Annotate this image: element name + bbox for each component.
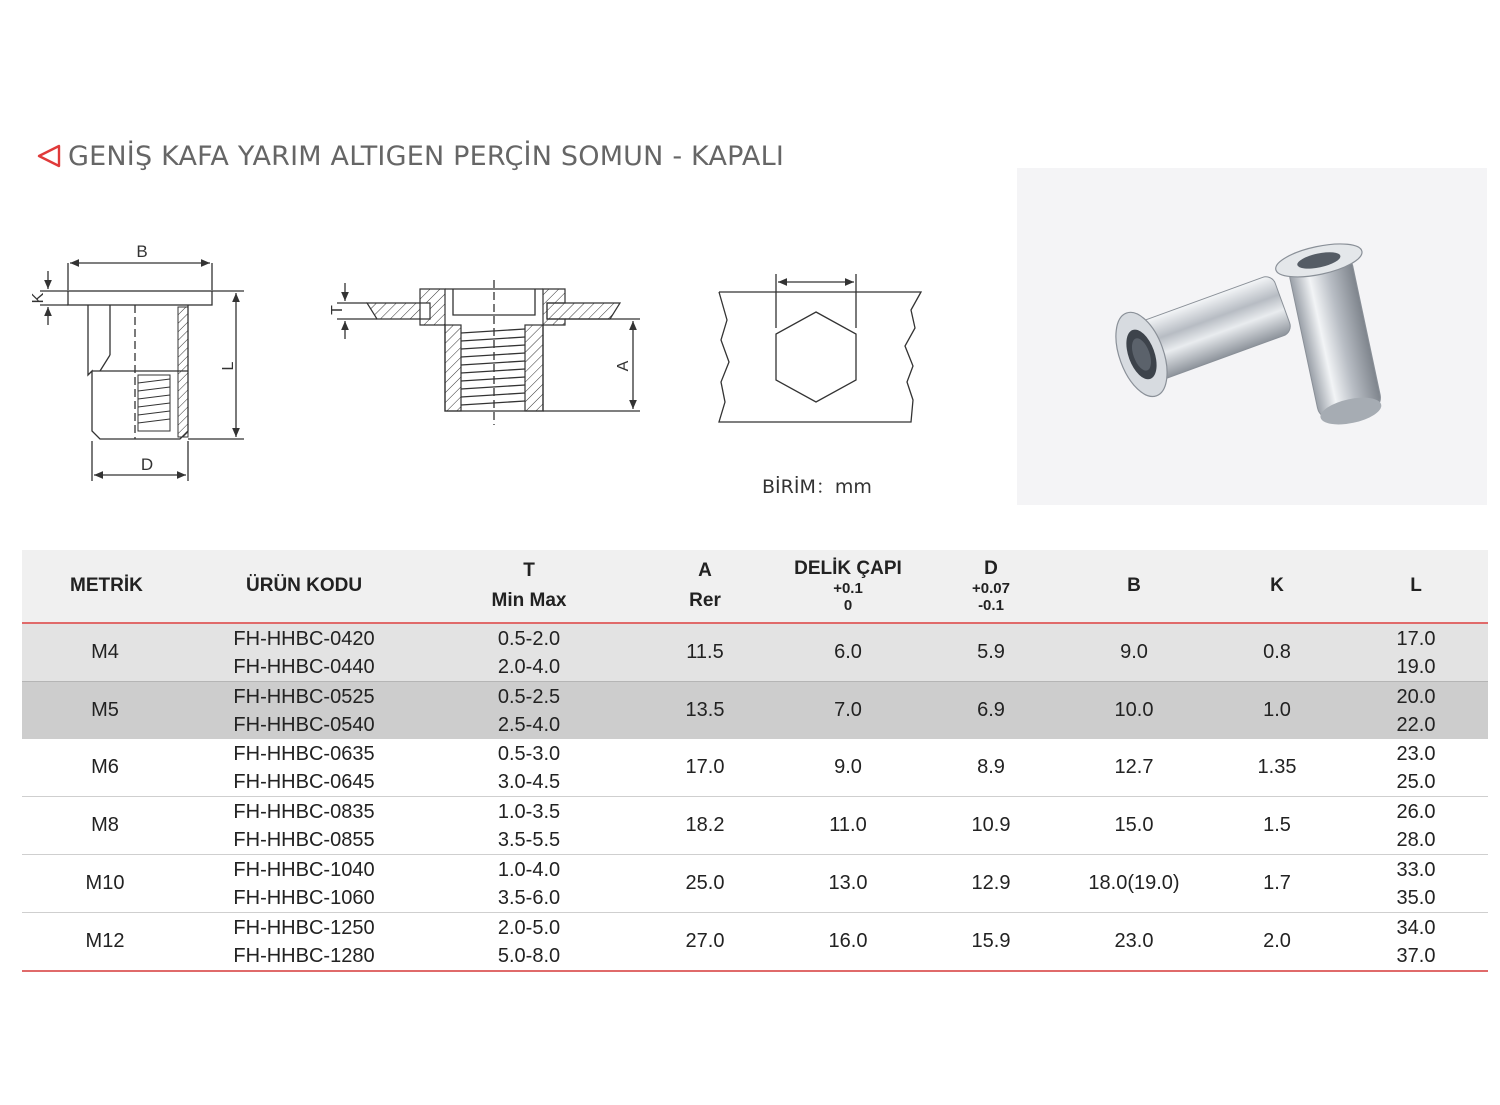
dim-label-d: D <box>140 455 154 474</box>
cell-b-value: 23.0 <box>1114 930 1154 952</box>
rivet-nut-image <box>1017 168 1487 505</box>
unit-label: BİRİM：mm <box>762 476 872 498</box>
cell-metric <box>22 682 188 740</box>
cell-t-value: 2.0-5.0 <box>497 916 561 939</box>
cell-l-value: 22.0 <box>1396 713 1436 736</box>
cell-b-value: 15.0 <box>1114 814 1154 836</box>
cell-b <box>1058 739 1210 797</box>
cell-metric <box>22 855 188 913</box>
col-hole <box>772 550 924 623</box>
cell-t-value: 0.5-2.0 <box>497 627 561 650</box>
col-code: ÜRÜN KODU <box>188 550 420 623</box>
col-d-tol-minus: -0.1 <box>978 597 1004 614</box>
cell-k-value: 2.0 <box>1263 930 1291 952</box>
cell-code <box>188 855 420 913</box>
cell-metric-value: M10 <box>85 872 125 894</box>
cell-hole-value: 16.0 <box>828 930 868 952</box>
cell-code-value: FH-HHBC-0835 <box>233 800 375 823</box>
cell-l <box>1344 739 1488 797</box>
cell-k <box>1210 855 1344 913</box>
cell-l <box>1344 682 1488 740</box>
cell-d <box>924 739 1058 797</box>
cell-l-value: 17.0 <box>1396 627 1436 650</box>
cell-k-value: 1.7 <box>1263 872 1291 894</box>
cell-b <box>1058 797 1210 855</box>
cell-a-value: 27.0 <box>685 930 725 952</box>
cell-a <box>638 682 772 740</box>
cell-l <box>1344 913 1488 972</box>
cell-l <box>1344 797 1488 855</box>
cell-k <box>1210 913 1344 972</box>
cell-code-value: FH-HHBC-0540 <box>233 713 375 736</box>
cell-code-value: FH-HHBC-0645 <box>233 770 375 793</box>
cell-a <box>638 913 772 972</box>
dim-label-a: A <box>615 360 632 372</box>
cell-l-value: 35.0 <box>1396 886 1436 909</box>
cell-metric-value: M4 <box>91 641 119 663</box>
cell-k-value: 1.0 <box>1263 699 1291 721</box>
cell-t-value: 2.5-4.0 <box>497 713 561 736</box>
cell-a <box>638 623 772 682</box>
col-t <box>420 550 638 623</box>
cell-metric-value: M5 <box>91 699 119 721</box>
cell-a <box>638 797 772 855</box>
cell-metric-value: M12 <box>85 930 125 952</box>
cell-t-value: 5.0-8.0 <box>497 944 561 967</box>
cell-b-value: 12.7 <box>1114 756 1154 778</box>
cell-code-value: FH-HHBC-1040 <box>233 858 375 881</box>
cell-hole-value: 13.0 <box>828 872 868 894</box>
cell-l-value: 33.0 <box>1396 858 1436 881</box>
cell-b-value: 10.0 <box>1114 699 1154 721</box>
cell-a <box>638 855 772 913</box>
cell-hole-value: 7.0 <box>834 699 862 721</box>
cell-a-value: 11.5 <box>686 641 724 663</box>
cell-hole <box>772 682 924 740</box>
col-a-sub: Rer <box>689 590 721 611</box>
cell-a <box>638 739 772 797</box>
cell-d-value: 15.9 <box>971 930 1011 952</box>
cell-k-value: 1.5 <box>1263 814 1291 836</box>
cell-hole <box>772 913 924 972</box>
cell-hole <box>772 797 924 855</box>
cell-d-value: 6.9 <box>977 699 1005 721</box>
cell-code <box>188 739 420 797</box>
cell-k <box>1210 739 1344 797</box>
cell-hole <box>772 739 924 797</box>
cell-metric-value: M8 <box>91 814 119 836</box>
cell-k-value: 0.8 <box>1263 641 1291 663</box>
title-text: GENİŞ KAFA YARIM ALTIGEN PERÇİN SOMUN - KAPALI <box>68 140 784 172</box>
cell-code-value: FH-HHBC-1060 <box>233 886 375 909</box>
hex-hole-drawing <box>715 270 925 430</box>
cell-t-value: 1.0-3.5 <box>497 800 561 823</box>
cell-l <box>1344 855 1488 913</box>
cell-b <box>1058 855 1210 913</box>
cell-code-value: FH-HHBC-0855 <box>233 828 375 851</box>
cell-l-value: 20.0 <box>1396 685 1436 708</box>
col-d <box>924 550 1058 623</box>
cell-t <box>420 913 638 972</box>
dim-label-k: K <box>30 292 47 304</box>
col-l: L <box>1344 550 1488 623</box>
col-a <box>638 550 772 623</box>
cell-k <box>1210 623 1344 682</box>
triangle-left-icon <box>36 143 62 169</box>
cell-t-value: 2.0-4.0 <box>497 655 561 678</box>
cell-t <box>420 797 638 855</box>
spec-table <box>22 550 1488 972</box>
cell-hole-value: 9.0 <box>834 756 862 778</box>
cell-a-value: 17.0 <box>685 756 725 778</box>
col-hole-tol-minus: 0 <box>843 597 853 614</box>
cell-d <box>924 855 1058 913</box>
cell-a-value: 13.5 <box>685 699 725 721</box>
cell-hole <box>772 623 924 682</box>
cell-k <box>1210 682 1344 740</box>
col-metric: METRİK <box>22 550 188 623</box>
col-t-sub: Min Max <box>491 590 567 611</box>
cell-l-value: 37.0 <box>1396 944 1436 967</box>
cell-code <box>188 623 420 682</box>
cell-metric-value: M6 <box>91 756 119 778</box>
cell-metric <box>22 739 188 797</box>
cell-t <box>420 855 638 913</box>
cell-k <box>1210 797 1344 855</box>
cell-a-value: 25.0 <box>685 872 725 894</box>
cell-code-value: FH-HHBC-1250 <box>233 916 375 939</box>
cell-l-value: 19.0 <box>1396 655 1436 678</box>
cell-t-value: 0.5-2.5 <box>497 685 561 708</box>
table-row <box>22 797 1488 855</box>
cell-metric <box>22 797 188 855</box>
cell-hole-value: 6.0 <box>834 641 862 663</box>
cell-code <box>188 797 420 855</box>
col-t-label: T <box>523 560 535 581</box>
cell-t-value: 3.5-6.0 <box>497 886 561 909</box>
cell-l-value: 23.0 <box>1396 742 1436 765</box>
table-row <box>22 855 1488 913</box>
cell-code-value: FH-HHBC-1280 <box>233 944 375 967</box>
page-title <box>36 138 784 174</box>
cell-b-value: 9.0 <box>1120 641 1148 663</box>
cell-code <box>188 913 420 972</box>
cell-code-value: FH-HHBC-0525 <box>233 685 375 708</box>
cell-d <box>924 797 1058 855</box>
cell-code <box>188 682 420 740</box>
cell-metric <box>22 913 188 972</box>
cell-code-value: FH-HHBC-0635 <box>233 742 375 765</box>
cell-l-value: 26.0 <box>1396 800 1436 823</box>
cell-code-value: FH-HHBC-0420 <box>233 627 375 650</box>
cell-d-value: 10.9 <box>971 814 1011 836</box>
table-row <box>22 682 1488 740</box>
cell-k-value: 1.35 <box>1257 756 1297 778</box>
table-row <box>22 623 1488 682</box>
col-hole-label: DELİK ÇAPI <box>794 558 902 579</box>
col-k: K <box>1210 550 1344 623</box>
cell-hole <box>772 855 924 913</box>
col-hole-tol-plus: +0.1 <box>833 580 863 597</box>
dim-label-t: T <box>329 305 346 315</box>
cell-l-value: 34.0 <box>1396 916 1436 939</box>
cell-d-value: 5.9 <box>977 641 1005 663</box>
cell-hole-value: 11.0 <box>829 814 867 836</box>
cell-b-value: 18.0(19.0) <box>1088 872 1180 894</box>
cell-b <box>1058 682 1210 740</box>
cell-d-value: 8.9 <box>977 756 1005 778</box>
dim-label-b: B <box>136 242 148 261</box>
cell-t-value: 1.0-4.0 <box>497 858 561 881</box>
cell-l-value: 28.0 <box>1396 828 1436 851</box>
cell-l-value: 25.0 <box>1396 770 1436 793</box>
table-header-row <box>22 550 1488 623</box>
side-section-drawing <box>20 235 250 485</box>
cell-code-value: FH-HHBC-0440 <box>233 655 375 678</box>
cell-a-value: 18.2 <box>685 814 725 836</box>
cell-t-value: 3.0-4.5 <box>497 770 561 793</box>
col-b: B <box>1058 550 1210 623</box>
installed-section-drawing <box>325 275 650 430</box>
cell-b <box>1058 623 1210 682</box>
cell-d <box>924 682 1058 740</box>
table-row <box>22 913 1488 972</box>
cell-d-value: 12.9 <box>971 872 1011 894</box>
cell-d <box>924 623 1058 682</box>
cell-t-value: 0.5-3.0 <box>497 742 561 765</box>
table-row <box>22 739 1488 797</box>
cell-l <box>1344 623 1488 682</box>
col-d-tol-plus: +0.07 <box>972 580 1010 597</box>
dim-label-l: L <box>220 361 237 371</box>
cell-d <box>924 913 1058 972</box>
cell-b <box>1058 913 1210 972</box>
cell-t <box>420 739 638 797</box>
cell-t-value: 3.5-5.5 <box>497 828 561 851</box>
product-photo <box>1017 168 1487 505</box>
col-a-label: A <box>698 560 712 581</box>
cell-t <box>420 623 638 682</box>
cell-t <box>420 682 638 740</box>
cell-metric <box>22 623 188 682</box>
col-d-label: D <box>984 558 998 579</box>
